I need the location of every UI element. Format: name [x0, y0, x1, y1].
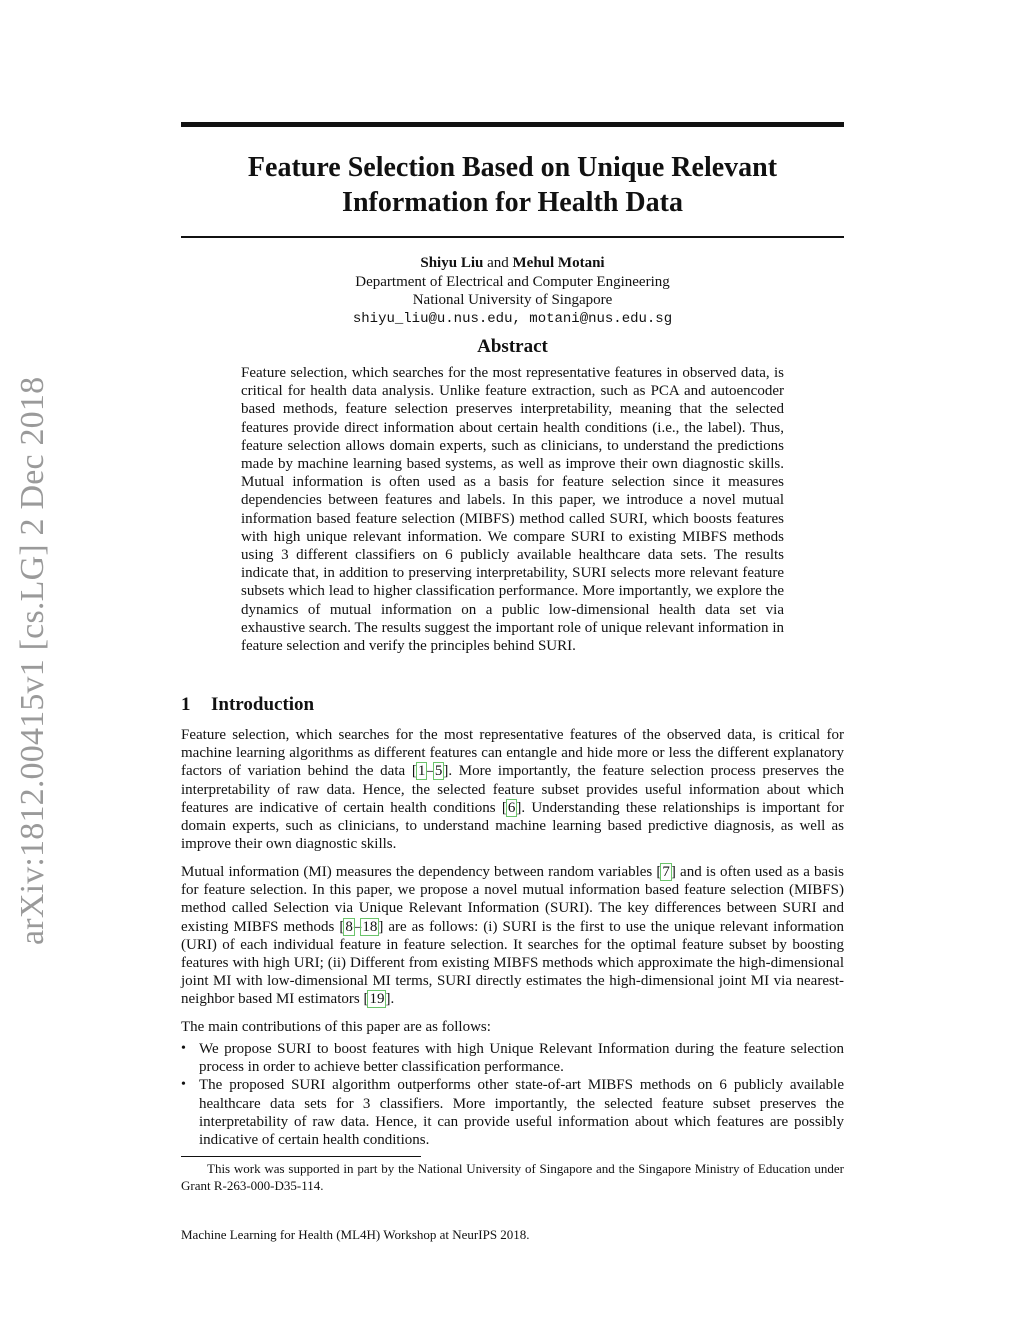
intro-p1-text-a: Feature selection, which searches for the most representative features of the observed data, is critical for machine learning algorithms as different features can entangle and hide more or less the different explanatory factors of variation behind the data [	[181, 727, 844, 780]
section-heading-introduction	[181, 694, 314, 716]
citation-link[interactable]: 19	[369, 991, 385, 1008]
intro-p1-text-b: ]. More importantly, the feature selection process preserves the interpretability of raw data. Hence, the selected feature subset provides useful information about which features are indicative of certain health conditions [	[181, 763, 844, 816]
bullet-icon: •	[181, 1077, 186, 1093]
intro-p2-text-a: Mutual information (MI) measures the dependency between random variables [	[181, 864, 662, 880]
citation-link[interactable]: 8	[345, 918, 353, 935]
author-department: Department of Electrical and Computer Engineering	[355, 273, 670, 290]
list-item-text: The proposed SURI algorithm outperforms other state-of-art MIBFS methods on 6 publicly available healthcare data sets for 3 classifiers. More importantly, the selected feature subset preserves the interpretability of raw data. Hence, it can provide useful information about which features are possibly indicative of certain health conditions.	[199, 1077, 844, 1149]
author-2: Mehul Motani	[512, 255, 605, 271]
intro-p2-text-b: ] and is often used as a basis for feature selection. In this paper, we propose a novel mutual information based feature selection (MIBFS) method called Selection via Unique Relevant Information (SURI). The key differences between SURI and existing MIBFS methods [	[181, 864, 844, 935]
abstract-text: Feature selection, which searches for the most representative features in observed data, is critical for health data analysis. Unlike feature extraction, such as PCA and autoencoder based methods, feature selection preserves interpretability, meaning that the selected features provide direct information about certain health conditions (i.e., the label). Thus, feature selection allows domain experts, such as clinicians, to understand the predictions made by machine learning based systems, as well as improve their own diagnostic skills. Mutual information is often used as a basis for feature selection since it measures dependencies between features and labels. In this paper, we introduce a novel mutual information based feature selection (MIBFS) method called SURI, which boosts features with high unique relevant information. We compare SURI to existing MIBFS methods using 3 different classifiers on 6 publicly available healthcare data sets. The results indicate that, in addition to preserving interpretability, SURI selects more relevant feature subsets which lead to higher classification performance. More importantly, we explore the dynamics of mutual information on a public low-dimensional health data set via exhaustive search. The results suggest the important role of unique relevant information in feature selection and verify the principles behind SURI.	[241, 365, 784, 655]
intro-p2-text-c: ] are as follows: (i) SURI is the first to use the unique relevant information (URI) of each individual feature in feature selection. It searches for the optimal feature subset by boosting features with high URI; (ii) Different from existing MIBFS methods which approximate the high-dimensional joint MI with low-dimensional MI terms, SURI directly estimates the high-dimensional joint MI via nearest-neighbor based MI estimators [	[181, 918, 844, 1008]
section-title: Introduction	[211, 694, 315, 715]
citation-range-dash: –	[353, 918, 362, 935]
abstract-heading: Abstract	[477, 336, 548, 357]
bullet-icon: •	[181, 1041, 186, 1056]
list-item	[181, 1076, 844, 1149]
author-1: Shiyu Liu	[420, 255, 484, 271]
intro-p2-text-d: ].	[385, 991, 395, 1008]
list-item	[181, 1040, 844, 1076]
title-bottom-rule	[181, 236, 844, 238]
footnote-rule	[181, 1156, 421, 1157]
paper-title	[181, 150, 844, 220]
author-emails: shiyu_liu@u.nus.edu, motani@nus.edu.sg	[352, 310, 673, 327]
author-conjunction: and	[487, 255, 509, 271]
citation-range-dash: –	[426, 763, 434, 780]
citation-link[interactable]: 7	[662, 864, 670, 880]
intro-paragraph-1	[181, 726, 844, 853]
venue-note: Machine Learning for Health (ML4H) Workshop at NeurIPS 2018.	[181, 1227, 530, 1242]
intro-paragraph-3: The main contributions of this paper are as follows:	[181, 1019, 491, 1035]
contributions-list	[181, 1040, 844, 1149]
intro-p1-text-c: ]. Understanding these relationships is important for domain experts, such as clinicians, to understand machine learning based predictive diagnosis, as well as improve their own diagnostic skills.	[181, 799, 844, 853]
footnote: This work was supported in part by the National University of Singapore and the Singapore Ministry of Education under Grant R-263-000-D35-114.	[181, 1161, 844, 1193]
citation-link[interactable]: 18	[362, 918, 378, 935]
title-top-rule	[181, 122, 844, 127]
author-names	[181, 254, 844, 273]
list-item-text: We propose SURI to boost features with high Unique Relevant Information during the feature selection process in order to achieve better classification performance.	[199, 1041, 844, 1076]
citation-link[interactable]: 1	[417, 763, 426, 780]
citation-link[interactable]: 6	[507, 799, 516, 816]
author-block	[181, 254, 844, 328]
intro-paragraph-2	[181, 863, 844, 1009]
author-university: National University of Singapore	[412, 292, 613, 308]
arxiv-identifier-stamp: arXiv:1812.00415v1 [cs.LG] 2 Dec 2018	[14, 376, 51, 945]
title-line-2: Information for Health Data	[342, 187, 683, 218]
section-number: 1	[181, 694, 191, 715]
citation-link[interactable]: 5	[434, 763, 443, 780]
title-line-1: Feature Selection Based on Unique Relevant	[247, 152, 778, 183]
